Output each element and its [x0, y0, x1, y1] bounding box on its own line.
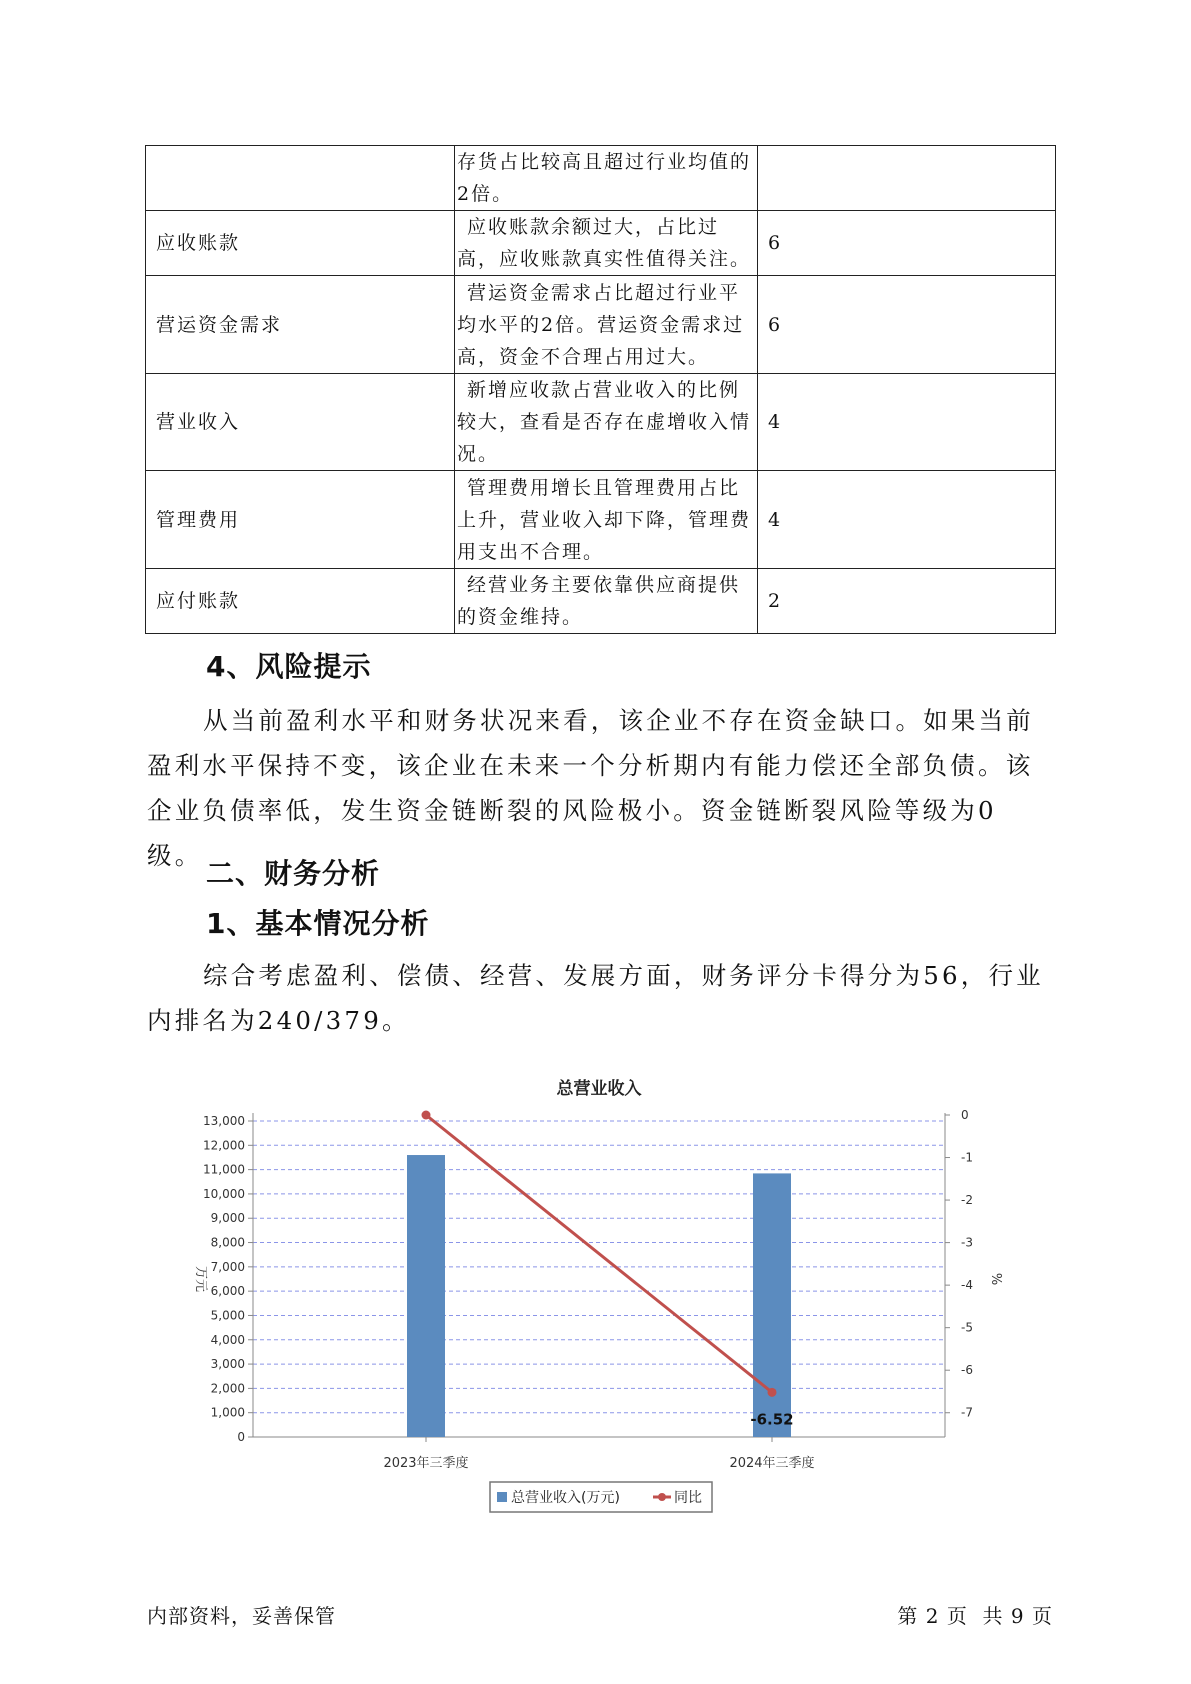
- risk-heading: 4、风险提示: [206, 650, 372, 683]
- data-label: -6.52: [750, 1410, 794, 1429]
- risk-table: [145, 145, 1056, 634]
- legend-label-revenue: 总营业收入(万元): [511, 1490, 620, 1506]
- table-cell-description: 应收账款余额过大，占比过高，应收账款真实性值得关注。: [455, 211, 758, 276]
- table-cell-item: [146, 146, 455, 211]
- y-tick-label: 12,000: [203, 1138, 245, 1153]
- table-cell-description: 经营业务主要依靠供应商提供的资金维持。: [455, 569, 758, 634]
- table-cell-score: [758, 146, 1056, 211]
- chart-title: 总营业收入: [556, 1079, 642, 1099]
- y2-tick-label: -2: [961, 1193, 973, 1208]
- y-tick-label: 13,000: [203, 1114, 245, 1128]
- legend-label-yoy: 同比: [674, 1490, 702, 1506]
- y-tick-label: 7,000: [210, 1259, 245, 1274]
- table-cell-description: 营运资金需求占比超过行业平均水平的2倍。营运资金需求过高，资金不合理占用过大。: [455, 276, 758, 374]
- table-cell-item: 管理费用: [146, 471, 455, 569]
- revenue-bar: [407, 1155, 445, 1437]
- table-cell-score: 4: [758, 471, 1056, 569]
- basic-analysis-paragraph: 综合考虑盈利、偿债、经营、发展方面，财务评分卡得分为56，行业内排名为240/379。: [147, 961, 1044, 1035]
- yoy-point: [768, 1388, 777, 1397]
- footer-page-number: 第 2 页 共 9 页: [897, 1604, 1053, 1628]
- risk-paragraph: 从当前盈利水平和财务状况来看，该企业不存在资金缺口。如果当前盈利水平保持不变，该企业在未来一个分析期内有能力偿还全部负债。该企业负债率低，发生资金链断裂的风险极小。资金链断裂风险等级为0级。: [147, 706, 1034, 870]
- x-tick-label: 2024年三季度: [729, 1456, 815, 1471]
- y2-tick-label: -4: [961, 1278, 973, 1293]
- legend-marker-yoy: [658, 1493, 666, 1501]
- y-tick-label: 4,000: [210, 1332, 245, 1347]
- table-cell-score: 6: [758, 211, 1056, 276]
- revenue-bar: [753, 1173, 791, 1437]
- revenue-chart: [175, 1072, 1005, 1532]
- y-axis-label: 万元: [193, 1265, 208, 1293]
- y2-tick-label: -7: [961, 1405, 973, 1420]
- basic-analysis-heading: 1、基本情况分析: [206, 907, 430, 940]
- table-row: [146, 374, 1056, 471]
- y-tick-label: 1,000: [210, 1405, 245, 1420]
- table-row: [146, 471, 1056, 569]
- y-tick-label: 0: [237, 1430, 245, 1444]
- y-tick-label: 10,000: [203, 1186, 245, 1201]
- table-cell-item: 营业收入: [146, 374, 455, 471]
- table-row: [146, 569, 1056, 634]
- table-cell-description: 存货占比较高且超过行业均值的2倍。: [455, 146, 758, 211]
- y2-axis-label: %: [988, 1272, 1003, 1286]
- table-cell-score: 2: [758, 569, 1056, 634]
- table-cell-item: 应付账款: [146, 569, 455, 634]
- y2-tick-label: 0: [961, 1108, 969, 1122]
- y2-tick-label: -3: [961, 1235, 973, 1250]
- y2-tick-label: -6: [961, 1363, 973, 1378]
- table-cell-item: 应收账款: [146, 211, 455, 276]
- yoy-line: [426, 1115, 772, 1392]
- table-cell-score: 4: [758, 374, 1056, 471]
- table-cell-item: 营运资金需求: [146, 276, 455, 374]
- y-tick-label: 11,000: [203, 1162, 245, 1177]
- y2-tick-label: -1: [961, 1150, 973, 1165]
- y-tick-label: 3,000: [210, 1357, 245, 1372]
- table-cell-description: 管理费用增长且管理费用占比上升，营业收入却下降，管理费用支出不合理。: [455, 471, 758, 569]
- table-row: [146, 146, 1056, 211]
- table-row: [146, 211, 1056, 276]
- finance-heading: 二、财务分析: [206, 857, 381, 890]
- table-row: [146, 276, 1056, 374]
- legend-swatch-revenue: [497, 1492, 507, 1502]
- y-tick-label: 2,000: [210, 1381, 245, 1396]
- table-cell-description: 新增应收款占营业收入的比例较大，查看是否存在虚增收入情况。: [455, 374, 758, 471]
- y2-tick-label: -5: [961, 1320, 973, 1335]
- y-tick-label: 8,000: [210, 1235, 245, 1250]
- y-tick-label: 9,000: [210, 1211, 245, 1226]
- table-cell-score: 6: [758, 276, 1056, 374]
- footer-left: 内部资料，妥善保管: [147, 1604, 336, 1628]
- x-tick-label: 2023年三季度: [383, 1456, 469, 1471]
- y-tick-label: 6,000: [210, 1284, 245, 1299]
- y-tick-label: 5,000: [210, 1308, 245, 1323]
- yoy-point: [422, 1111, 431, 1120]
